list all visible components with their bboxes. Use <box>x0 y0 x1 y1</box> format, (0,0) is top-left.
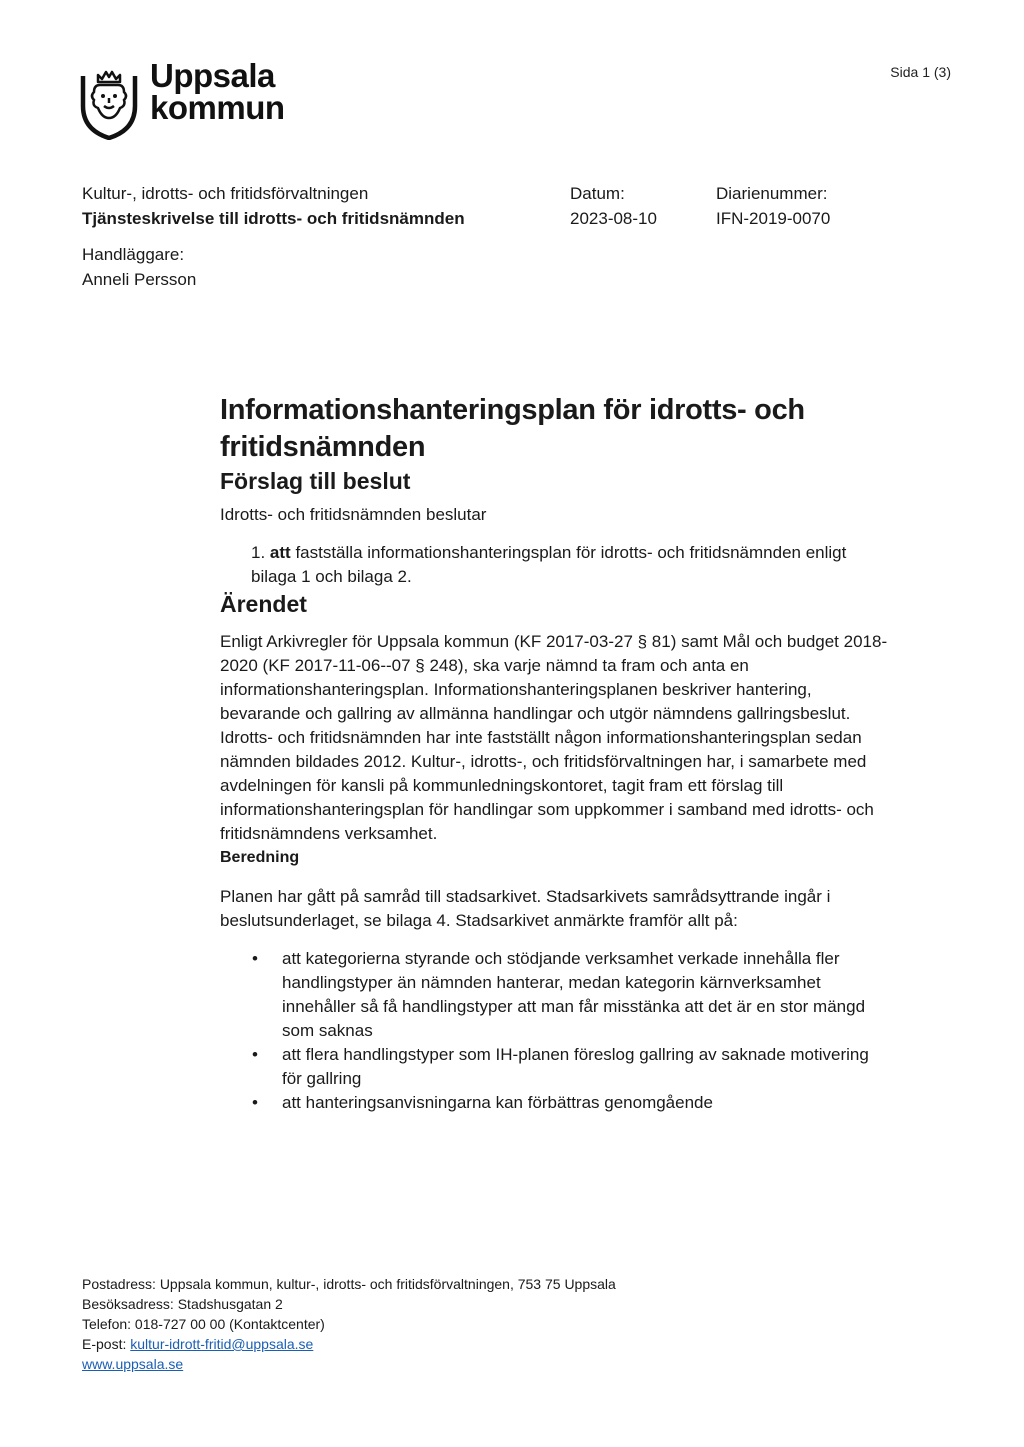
date-value: 2023-08-10 <box>570 209 657 228</box>
email-label: E-post: <box>82 1336 127 1352</box>
postal-address: Postadress: Uppsala kommun, kultur-, idrotts- och fritidsförvaltningen, 753 75 Uppsala <box>82 1276 616 1292</box>
decision-list <box>220 541 890 589</box>
bullet-icon: • <box>252 1045 258 1064</box>
footer-contact <box>82 1274 616 1374</box>
department-name: Kultur-, idrotts- och fritidsförvaltningen <box>82 184 369 203</box>
decision-item <box>251 541 890 589</box>
page-number: Sida 1 (3) <box>890 64 951 80</box>
uppsala-kommun-logo <box>80 57 285 140</box>
document-header-left <box>82 181 465 231</box>
document-title: Informationshanteringsplan för idrotts- och fritidsnämnden <box>220 394 805 463</box>
arendet-paragraph: Enligt Arkivregler för Uppsala kommun (KF 2017-03-27 § 81) samt Mål och budget 2018-2020 (KF 2017-11-06--07 § 248), ska varje nämnd ta fram och anta en informationshanteringsplan. Informationshanteringsplanen beskriver hantering, bevarande och gallring av allmänna handlingar och utgör nämndens gallringsbeslut. Idrotts- och fritidsnämnden har inte fastställt någon informationshanteringsplan sedan nämnden bildades 2012. Kultur-, idrotts-, och fritidsförvaltningen har, i samarbete med avdelningen för kansli på kommunledningskontoret, tagit fram ett förslag till informationshanteringsplan för handlingar som uppkommer i samband med idrotts- och fritidsnämndens verksamhet. <box>220 632 888 843</box>
logo-line-2: kommun <box>150 89 285 126</box>
bullet-icon: • <box>252 1093 258 1112</box>
decision-keyword: att <box>269 543 291 562</box>
logo-wordmark <box>150 57 285 126</box>
visiting-address: Besöksadress: Stadshusgatan 2 <box>82 1296 283 1312</box>
list-item: • att flera handlingstyper som IH-planen föreslog gallring av saknade motivering för gallring <box>252 1045 869 1088</box>
document-body <box>220 392 890 1115</box>
beredning-paragraph: Planen har gått på samråd till stadsarkivet. Stadsarkivets samrådsyttrande ingår i beslutsunderlaget, se bilaga 4. Stadsarkivet anmärkte framför allt på: <box>220 887 831 930</box>
website-link[interactable]: www.uppsala.se <box>82 1356 184 1372</box>
decision-number: 1. <box>251 543 266 562</box>
diary-number-label: Diarienummer: <box>716 184 828 203</box>
remarks-list <box>220 947 890 1115</box>
handler-name: Anneli Persson <box>82 270 197 289</box>
email-line <box>82 1334 616 1354</box>
email-link[interactable]: kultur-idrott-fritid@uppsala.se <box>130 1336 314 1352</box>
section-heading-forslag: Förslag till beslut <box>220 468 411 494</box>
document-type: Tjänsteskrivelse till idrotts- och fritidsnämnden <box>82 209 465 228</box>
date-block <box>570 181 657 231</box>
decision-text: fastställa informationshanteringsplan för idrotts- och fritidsnämnden enligt bilaga 1 och bilaga 2. <box>251 543 847 586</box>
handler-label: Handläggare: <box>82 245 185 264</box>
date-label: Datum: <box>570 184 625 203</box>
list-item: • att kategorierna styrande och stödjande verksamhet verkade innehålla fler handlingstyper än nämnden hanterar, medan kategorin kärnverksamhet innehåller så få handlingstyper att man får misstänka att det är en stor mängd som saknas <box>252 949 866 1040</box>
diary-number-value: IFN-2019-0070 <box>716 209 831 228</box>
section-heading-arendet: Ärendet <box>220 591 307 617</box>
bullet-icon: • <box>252 949 258 968</box>
coat-of-arms-icon <box>80 62 138 140</box>
subsection-heading-beredning: Beredning <box>220 849 300 866</box>
handler-block <box>82 242 196 292</box>
decision-lead: Idrotts- och fritidsnämnden beslutar <box>220 505 487 524</box>
diary-number-block <box>716 181 830 231</box>
list-item: • att hanteringsanvisningarna kan förbättras genomgående <box>282 1091 890 1115</box>
phone-number: Telefon: 018-727 00 00 (Kontaktcenter) <box>82 1316 325 1332</box>
logo-line-1: Uppsala <box>150 57 275 94</box>
